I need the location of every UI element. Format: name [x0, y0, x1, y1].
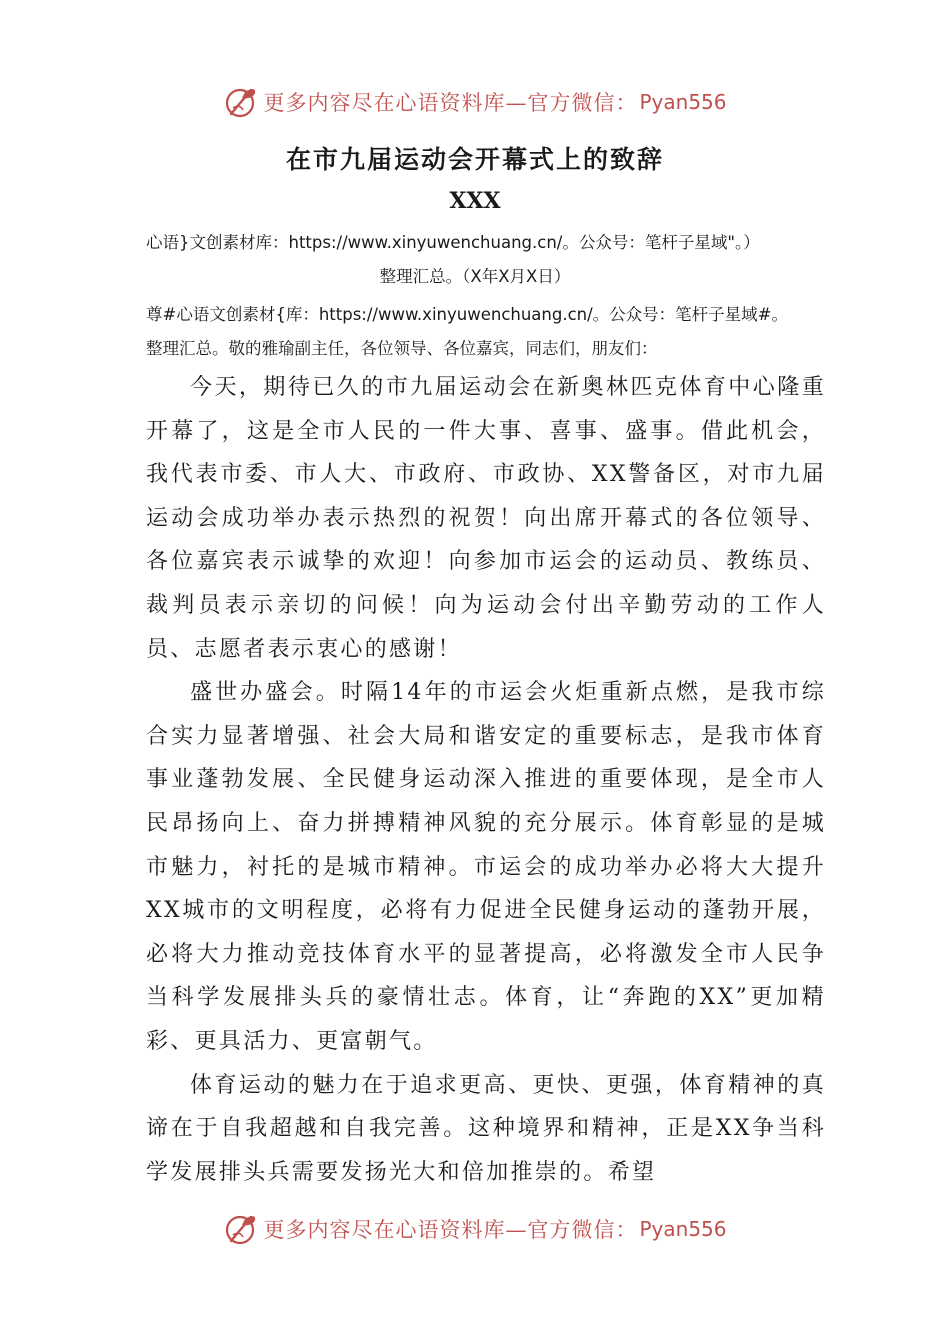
footer-watermark-banner [0, 1207, 950, 1251]
document-author: XXX [449, 188, 501, 214]
quill-logo-icon [223, 1211, 259, 1247]
paragraph-1: 今天，期待已久的市九届运动会在新奥林匹克体育中心隆重开幕了，这是全市人民的一件大事、喜事、盛事。借此机会，我代表市委、市人大、市政府、市政协、XX警备区，对市九届运动会成功举办表示热烈的祝贺！向出席开幕式的各位领导、各位嘉宾表示诚挚的欢迎！向参加市运会的运动员、教练员、裁判员表示亲切的问候！向为运动会付出辛勤劳动的工作人员、志愿者表示衷心的感谢！ [146, 375, 826, 662]
meta-line-2: 整理汇总。（X年X月X日） [379, 267, 571, 286]
banner-wechat-handle: Pyan556 [639, 90, 727, 114]
meta-line-4: 整理汇总。敬的雅瑜副主任，各位领导、各位嘉宾，同志们，朋友们： [146, 339, 658, 358]
header-watermark-banner [0, 80, 950, 124]
meta-line-1: 心语}文创素材库：https://www.xinyuwenchuang.cn/。公众号：笔杆子星域"。） [146, 233, 760, 252]
document-title: 在市九届运动会开幕式上的致辞 [285, 145, 664, 174]
meta-line-3: 尊#心语文创素材{库：https://www.xinyuwenchuang.cn/。公众号：笔杆子星域#。 [146, 305, 789, 324]
paragraph-3: 体育运动的魅力在于追求更高、更快、更强，体育精神的真谛在于自我超越和自我完善。这种境界和精神，正是XX争当科学发展排头兵需要发扬光大和倍加推崇的。希望 [146, 1072, 826, 1185]
paragraph-2: 盛世办盛会。时隔14年的市运会火炬重新点燃，是我市综合实力显著增强、社会大局和谐安定的重要标志，是我市体育事业蓬勃发展、全民健身运动深入推进的重要体现，是全市人民昂扬向上、奋力拼搏精神风貌的充分展示。体育彰显的是城市魅力，衬托的是城市精神。市运会的成功举办必将大大提升XX城市的文明程度，必将有力促进全民健身运动的蓬勃开展，必将大力推动竞技体育水平的显著提高，必将激发全市人民争当科学发展排头兵的豪情壮志。体育，让“奔跑的XX”更加精彩、更具活力、更富朝气。 [146, 680, 826, 1054]
quill-logo-icon [223, 84, 259, 120]
banner-text: 更多内容尽在心语资料库—官方微信： [263, 91, 638, 115]
banner-text: 更多内容尽在心语资料库—官方微信： [263, 1218, 638, 1242]
document-body [146, 366, 826, 1194]
banner-wechat-handle: Pyan556 [639, 1217, 727, 1241]
